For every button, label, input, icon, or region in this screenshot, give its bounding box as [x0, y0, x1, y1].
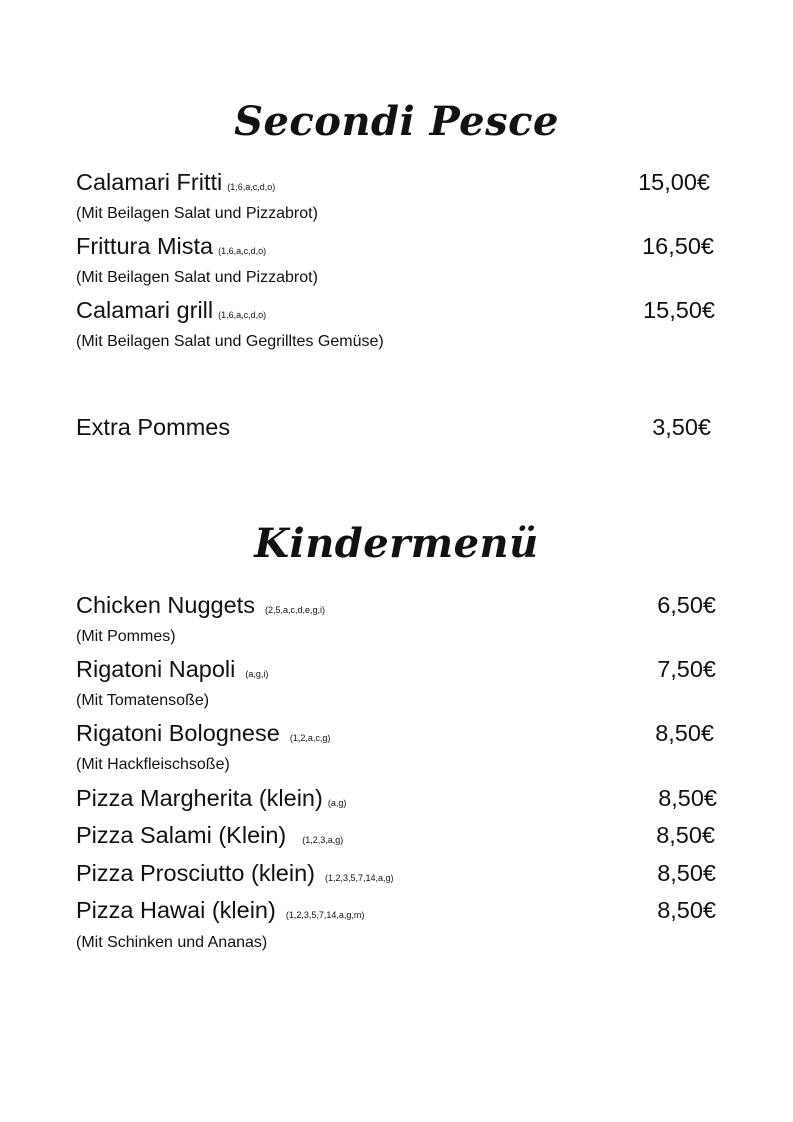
section-title-kindermenue: Kindermenü [254, 520, 539, 567]
item-name-row [76, 895, 364, 930]
menu-item-rigatoni-napoli [76, 654, 718, 688]
item-description: (Mit Beilagen Salat und Pizzabrot) [76, 205, 318, 222]
item-name: Chicken Nuggets [76, 592, 255, 618]
item-name-row [76, 858, 394, 893]
item-name-row [76, 820, 343, 855]
section-title-secondi-pesce: Secondi Pesce [234, 98, 559, 145]
menu-item-calamari-grill [76, 295, 718, 329]
item-name: Rigatoni Bolognese [76, 720, 280, 746]
item-price: 3,50€ [652, 414, 711, 440]
menu-item-chicken-nuggets [76, 590, 718, 624]
menu-item-extra-pommes [76, 412, 718, 446]
item-description: (Mit Hackfleischsoße) [76, 756, 230, 773]
item-name-row [76, 783, 346, 818]
item-description: (Mit Schinken und Ananas) [76, 934, 268, 951]
item-name: Pizza Hawai (klein) [76, 897, 276, 923]
item-price: 15,00€ [638, 169, 710, 195]
item-name: Frittura Mista [76, 233, 214, 259]
item-allergens: (1,2,3,5,7,14,a,g) [325, 873, 394, 883]
item-allergens: (1,6,a,c,d,o) [218, 246, 267, 256]
item-name-row [76, 231, 266, 266]
item-price: 8,50€ [658, 785, 717, 811]
item-name: Pizza Margherita (klein) [76, 785, 323, 811]
menu-item-calamari-fritti [76, 167, 718, 201]
item-price: 6,50€ [657, 592, 716, 618]
item-description: (Mit Beilagen Salat und Gegrilltes Gemüse) [76, 333, 384, 350]
item-price: 15,50€ [643, 297, 715, 323]
item-name-row [76, 590, 325, 625]
item-price: 8,50€ [656, 822, 715, 848]
item-allergens: (1,6,a,c,d,o) [218, 310, 267, 320]
item-name-row [76, 718, 330, 753]
menu-item-pizza-salami [76, 820, 718, 854]
item-name: Calamari Fritti [76, 169, 223, 195]
item-description: (Mit Beilagen Salat und Pizzabrot) [76, 269, 318, 286]
menu-item-frittura-mista [76, 231, 718, 265]
item-price: 8,50€ [657, 860, 716, 886]
menu-item-rigatoni-bolognese [76, 718, 718, 752]
menu-item-pizza-hawai [76, 895, 718, 929]
item-name: Rigatoni Napoli [76, 656, 236, 682]
menu-item-pizza-margherita [76, 783, 718, 817]
item-name-row [76, 654, 268, 689]
item-price: 8,50€ [655, 720, 714, 746]
item-allergens: (1,6,a,c,d,o) [227, 182, 276, 192]
item-allergens: (1,2,3,a,g) [302, 835, 344, 845]
item-price: 16,50€ [642, 233, 714, 259]
item-name: Pizza Prosciutto (klein) [76, 860, 315, 886]
item-description: (Mit Tomatensoße) [76, 692, 210, 709]
item-allergens: (a,g,i) [245, 669, 269, 679]
item-allergens: (1,2,a,c,g) [289, 733, 331, 743]
item-price: 7,50€ [657, 656, 716, 682]
item-name: Calamari grill [76, 297, 214, 323]
item-allergens: (1,2,3,5,7,14,a,g,m) [285, 910, 365, 920]
item-description: (Mit Pommes) [76, 628, 176, 645]
item-price: 8,50€ [657, 897, 716, 923]
item-allergens: (2,5,a,c,d,e,g,i) [264, 605, 325, 615]
item-name-row [76, 167, 275, 202]
item-name: Pizza Salami (Klein) [76, 822, 287, 848]
item-allergens: (a,g) [327, 798, 347, 808]
item-name-row [76, 295, 266, 330]
item-name: Extra Pommes [76, 414, 231, 440]
menu-item-pizza-prosciutto [76, 858, 718, 892]
